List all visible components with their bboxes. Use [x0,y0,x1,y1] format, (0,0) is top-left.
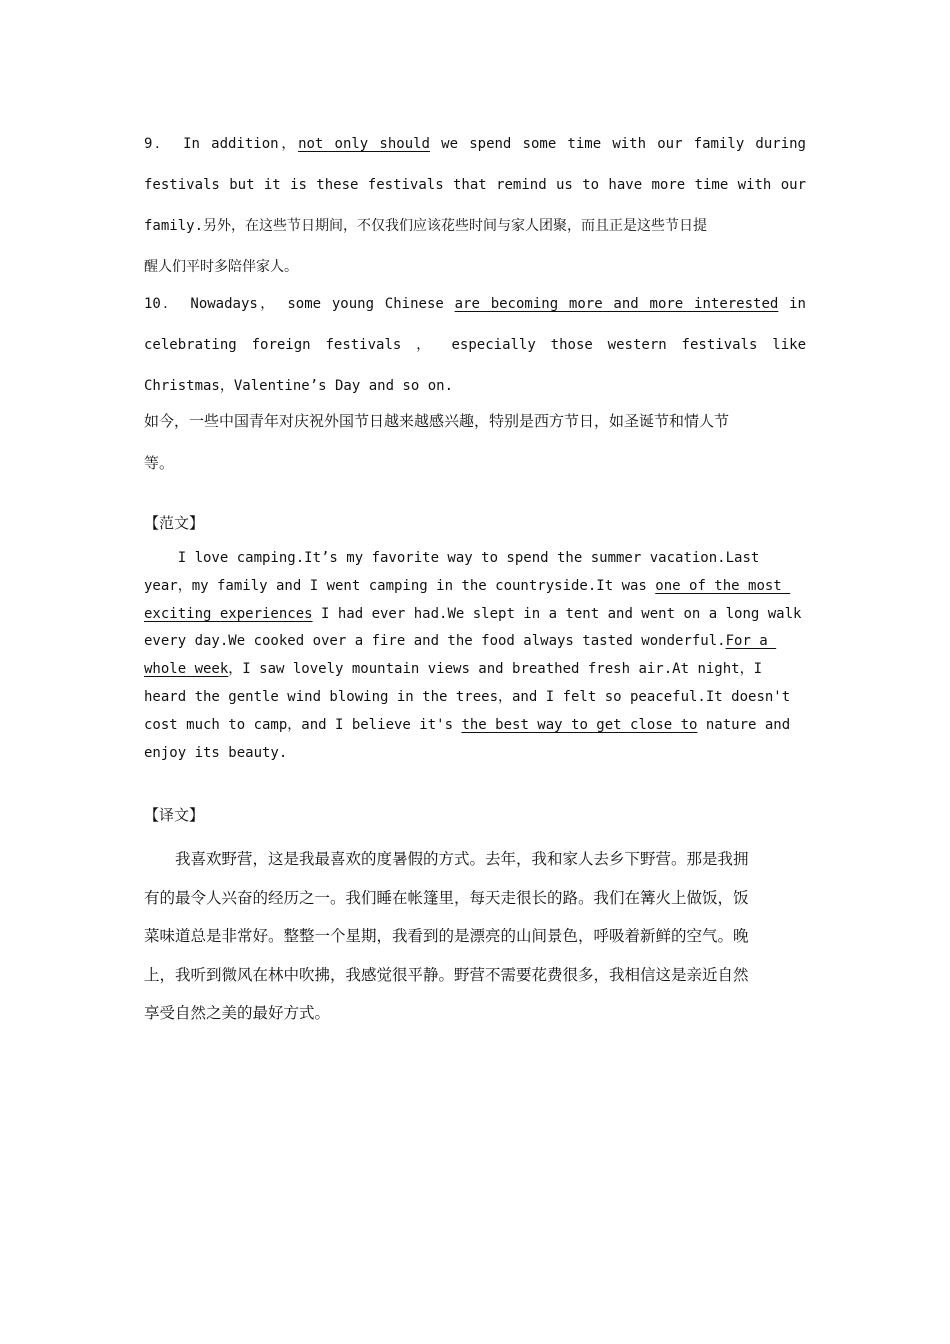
essay-line-7 [144,712,806,740]
item-10 [144,284,806,407]
essay-text: nature and [697,716,791,733]
item-9-text: we spend some time with our family during [430,136,806,152]
essay-underlined-phrase: exciting experiences [144,605,313,622]
essay-line-1: I love camping.It’s my favorite way to spend the summer vacation.Last [144,550,760,566]
essay-text: ，I saw lovely mountain views and breathed fresh air.At night，I [228,661,763,678]
item-9-text: 9． In addition， [144,136,299,152]
item-10-zh-line-2: 等。 [144,454,175,472]
translation-line-4: 上，我听到微风在林中吹拂，我感觉很平静。野营不需要花费很多，我相信这是亲近自然 [144,965,749,984]
translation-line-1: 我喜欢野营，这是我最喜欢的度暑假的方式。去年，我和家人去乡下野营。那是我拥 [175,850,749,868]
essay-line-6: heard the gentle wind blowing in the trees，and I felt so peaceful.It doesn't [144,688,791,705]
essay-underlined-phrase: whole week [144,661,229,678]
essay-underlined-phrase: the best way to get close to [461,716,698,733]
essay-underlined-phrase: For a [725,633,777,650]
model-essay [144,545,806,767]
item-10-line-2: celebrating foreign festivals ， especially those western festivals like [144,337,806,353]
item-9-line-2: festivals but it is these festivals that remind us to have more time with our [144,177,806,193]
essay-line-5 [144,656,806,684]
item-9-line-4: 醒人们平时多陪伴家人。 [144,259,298,275]
item-10-line-1 [144,284,806,325]
translation-line-5: 享受自然之美的最好方式。 [144,1004,331,1022]
essay-line-3 [144,601,806,629]
translation-heading: 【译文】 [144,806,205,824]
item-10-text: in [778,296,806,312]
essay-text: I had ever had.We slept in a tent and went on a long walk [312,605,802,622]
essay-text: every day.We cooked over a fire and the food always tasted wonderful. [144,633,726,650]
item-9-line-3: family.另外，在这些节日期间，不仅我们应该花些时间与家人团聚，而且正是这些节日提 [144,218,707,234]
essay-line-2 [144,573,806,601]
essay-underlined-phrase: one of the most [655,577,791,594]
model-essay-heading: 【范文】 [144,514,205,532]
item-10-text: 10． Nowadays， some young Chinese [144,296,455,312]
item-9-line-1 [144,124,806,165]
translation [144,840,806,1033]
item-9-underlined-phrase: not only should [298,136,430,152]
essay-text: cost much to camp，and I believe it's [144,716,462,733]
item-10-translation [144,400,806,484]
essay-line-8: enjoy its beauty. [144,744,288,761]
item-10-zh-line-1: 如今，一些中国青年对庆祝外国节日越来越感兴趣，特别是西方节日，如圣诞节和情人节 [144,412,730,430]
essay-line-4 [144,628,806,656]
item-9 [144,124,806,288]
essay-text: year，my family and I went camping in the countryside.It was [144,577,656,594]
item-10-underlined-phrase: are becoming more and more interested [454,296,779,312]
translation-line-2: 有的最令人兴奋的经历之一。我们睡在帐篷里，每天走很长的路。我们在篝火上做饭，饭 [144,888,749,907]
item-10-line-3: Christmas，Valentine’s Day and so on. [144,378,454,394]
translation-line-3: 菜味道总是非常好。整整一个星期，我看到的是漂亮的山间景色，呼吸着新鲜的空气。晚 [144,927,749,945]
